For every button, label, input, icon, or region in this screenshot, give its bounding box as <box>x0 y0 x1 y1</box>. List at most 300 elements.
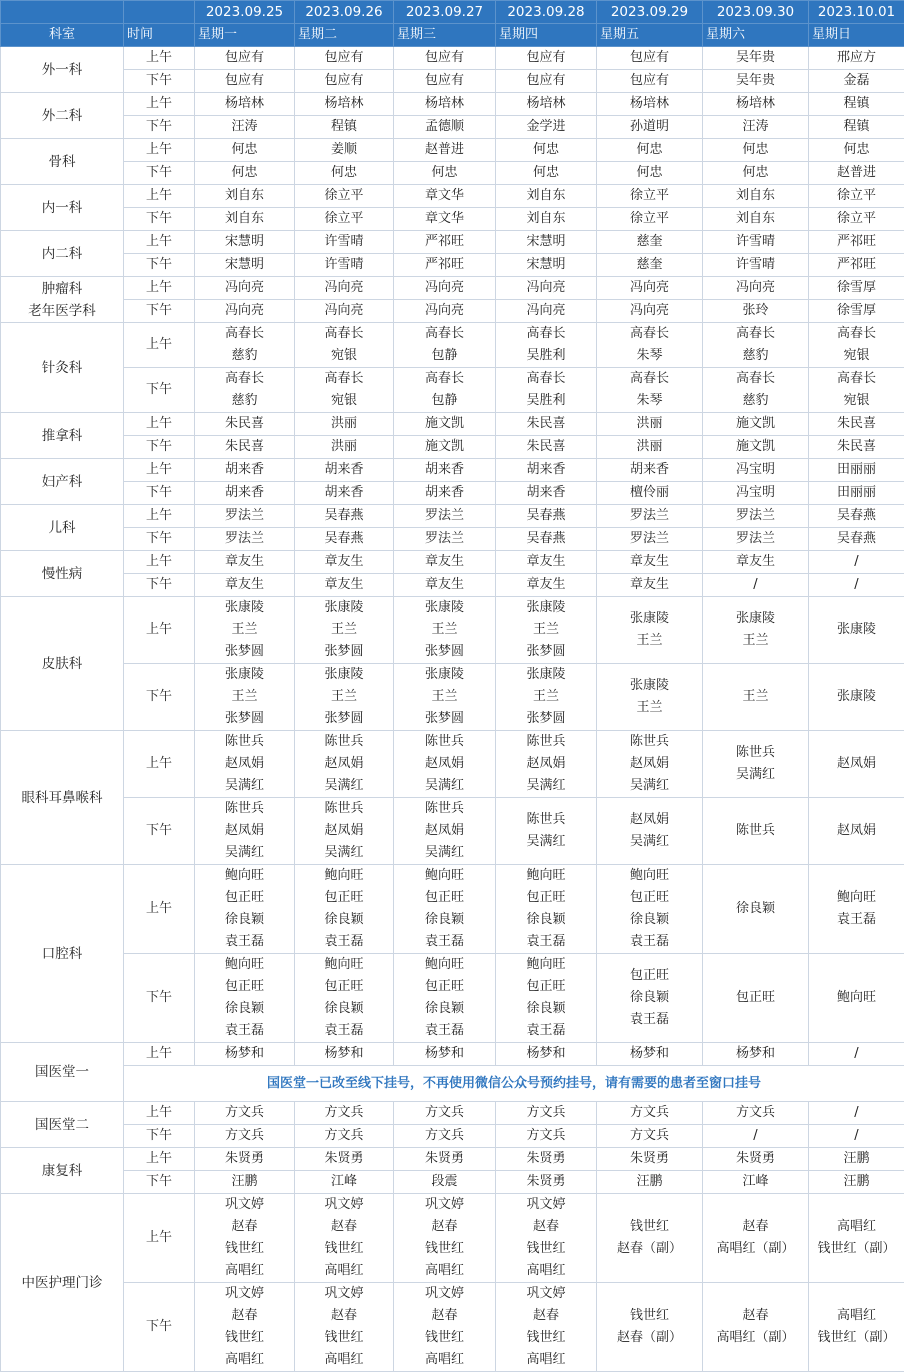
doctor-name: 吴满红 <box>496 831 596 853</box>
schedule-cell <box>295 300 394 323</box>
doctor-name: 赵春 <box>703 1216 808 1238</box>
session-time: 下午 <box>124 1283 195 1372</box>
doctor-name: 钱世红 <box>597 1305 702 1327</box>
schedule-cell <box>597 954 703 1043</box>
doctor-name: 何忠 <box>195 162 294 184</box>
doctor-name: 钱世红（副） <box>809 1238 904 1260</box>
doctor-name: 宛银 <box>809 345 904 367</box>
doctor-name: 杨培林 <box>195 93 294 115</box>
schedule-cell <box>703 413 809 436</box>
doctor-name: 朱琴 <box>597 390 702 412</box>
session-time: 上午 <box>124 1194 195 1283</box>
dept-name-line: 外二科 <box>1 105 123 127</box>
dept-name-line: 内一科 <box>1 197 123 219</box>
schedule-cell <box>496 436 597 459</box>
schedule-cell <box>195 731 295 798</box>
doctor-name: 包应有 <box>597 70 702 92</box>
doctor-name: 章友生 <box>195 574 294 596</box>
date-header: 2023.09.26 <box>295 1 394 24</box>
doctor-name: 吴满红 <box>496 775 596 797</box>
doctor-name: 吴春燕 <box>496 505 596 527</box>
doctor-name: 包应有 <box>597 47 702 69</box>
session-time: 下午 <box>124 664 195 731</box>
schedule-cell <box>703 459 809 482</box>
session-time: 上午 <box>124 277 195 300</box>
doctor-name: 杨梦和 <box>195 1043 294 1065</box>
schedule-cell <box>394 323 496 368</box>
schedule-cell <box>295 162 394 185</box>
doctor-name: 王兰 <box>597 630 702 652</box>
doctor-name: 徐良颖 <box>496 909 596 931</box>
doctor-name: 宛银 <box>295 390 393 412</box>
doctor-name: 施文凯 <box>394 436 495 458</box>
schedule-cell <box>394 865 496 954</box>
schedule-cell <box>597 482 703 505</box>
schedule-cell <box>703 254 809 277</box>
schedule-cell <box>496 254 597 277</box>
doctor-name: 宋慧明 <box>496 231 596 253</box>
doctor-name: 杨梦和 <box>703 1043 808 1065</box>
session-time: 上午 <box>124 731 195 798</box>
doctor-name: 宋慧明 <box>496 254 596 276</box>
schedule-cell <box>195 482 295 505</box>
doctor-name: 慈豹 <box>703 345 808 367</box>
table-row <box>1 459 904 482</box>
schedule-cell <box>195 162 295 185</box>
doctor-name: 宛银 <box>295 345 393 367</box>
doctor-name: 汪涛 <box>195 116 294 138</box>
doctor-name: 何忠 <box>496 139 596 161</box>
doctor-name: 陈世兵 <box>394 798 495 820</box>
schedule-cell <box>809 1125 904 1148</box>
schedule-cell <box>195 277 295 300</box>
dept-name-line: 内二科 <box>1 243 123 265</box>
doctor-name: 陈世兵 <box>496 809 596 831</box>
schedule-cell <box>496 413 597 436</box>
doctor-name: 高唱红 <box>195 1260 294 1282</box>
schedule-cell <box>295 731 394 798</box>
dept-name <box>1 731 124 865</box>
doctor-name: 张康陵 <box>195 597 294 619</box>
schedule-cell <box>809 731 904 798</box>
doctor-name: 钱世红 <box>597 1216 702 1238</box>
doctor-name: 章友生 <box>496 551 596 573</box>
dept-name <box>1 1148 124 1194</box>
schedule-cell <box>496 323 597 368</box>
schedule-cell <box>496 574 597 597</box>
schedule-cell <box>496 731 597 798</box>
session-time: 上午 <box>124 1148 195 1171</box>
schedule-cell <box>597 231 703 254</box>
session-time: 上午 <box>124 597 195 664</box>
doctor-name: 袁王磊 <box>496 931 596 953</box>
notice-text: 国医堂一已改至线下挂号，不再使用微信公众号预约挂号，请有需要的患者至窗口挂号 <box>124 1066 904 1102</box>
doctor-name: 方文兵 <box>703 1102 808 1124</box>
schedule-cell <box>195 574 295 597</box>
doctor-name: 冯向亮 <box>195 300 294 322</box>
schedule-cell <box>496 1171 597 1194</box>
table-row <box>1 162 904 185</box>
schedule-cell <box>394 1125 496 1148</box>
schedule-cell <box>597 1102 703 1125</box>
doctor-name: 赵普进 <box>809 162 904 184</box>
doctor-name: 袁王磊 <box>597 1009 702 1031</box>
doctor-name: 赵凤娟 <box>195 753 294 775</box>
doctor-name: 孟德顺 <box>394 116 495 138</box>
session-time: 下午 <box>124 300 195 323</box>
table-row <box>1 231 904 254</box>
doctor-name: 包应有 <box>394 70 495 92</box>
dept-name-line: 骨科 <box>1 151 123 173</box>
doctor-name: 赵春 <box>496 1216 596 1238</box>
doctor-name: 鲍向旺 <box>295 865 393 887</box>
schedule-cell <box>703 93 809 116</box>
schedule-cell <box>295 254 394 277</box>
doctor-name: 陈世兵 <box>703 742 808 764</box>
doctor-name: 张康陵 <box>394 597 495 619</box>
doctor-name: 胡来香 <box>295 482 393 504</box>
doctor-name: 孙道明 <box>597 116 702 138</box>
schedule-cell <box>295 323 394 368</box>
doctor-name: 章友生 <box>295 551 393 573</box>
doctor-name: 冯向亮 <box>394 300 495 322</box>
schedule-cell <box>394 1194 496 1283</box>
schedule-cell <box>496 368 597 413</box>
doctor-name: 段震 <box>394 1171 495 1193</box>
doctor-name: 张康陵 <box>809 686 904 708</box>
session-time: 上午 <box>124 413 195 436</box>
doctor-name: 朱民喜 <box>809 436 904 458</box>
table-row <box>1 731 904 798</box>
dept-name-line: 针灸科 <box>1 357 123 379</box>
schedule-cell <box>597 436 703 459</box>
schedule-cell <box>703 208 809 231</box>
doctor-name: 方文兵 <box>597 1102 702 1124</box>
schedule-cell <box>394 731 496 798</box>
doctor-name: 杨培林 <box>295 93 393 115</box>
schedule-cell <box>195 1148 295 1171</box>
session-time: 下午 <box>124 1171 195 1194</box>
doctor-name: 方文兵 <box>597 1125 702 1147</box>
schedule-cell <box>394 70 496 93</box>
schedule-cell <box>295 865 394 954</box>
doctor-name: 章文华 <box>394 208 495 230</box>
schedule-cell <box>703 1125 809 1148</box>
schedule-cell <box>295 482 394 505</box>
doctor-name: 钱世红 <box>394 1327 495 1349</box>
doctor-name: 巩文婷 <box>394 1283 495 1305</box>
doctor-name: 徐良颖 <box>295 998 393 1020</box>
doctor-name: 罗法兰 <box>394 528 495 550</box>
schedule-cell <box>597 1125 703 1148</box>
table-row <box>1 551 904 574</box>
session-time: 上午 <box>124 231 195 254</box>
schedule-cell <box>597 47 703 70</box>
schedule-cell <box>295 1194 394 1283</box>
doctor-name: 杨梦和 <box>394 1043 495 1065</box>
schedule-cell <box>496 1194 597 1283</box>
dept-name <box>1 597 124 731</box>
doctor-name: 赵凤娟 <box>394 820 495 842</box>
dept-name <box>1 459 124 505</box>
session-time: 下午 <box>124 574 195 597</box>
schedule-cell <box>597 254 703 277</box>
doctor-name: 陈世兵 <box>295 798 393 820</box>
schedule-cell <box>195 597 295 664</box>
schedule-cell <box>809 277 904 300</box>
doctor-name: 朱民喜 <box>496 413 596 435</box>
doctor-name: 赵春（副） <box>597 1327 702 1349</box>
schedule-cell <box>394 93 496 116</box>
doctor-name: 吴满红 <box>597 775 702 797</box>
session-time: 上午 <box>124 323 195 368</box>
doctor-name: / <box>703 1125 808 1147</box>
schedule-cell <box>703 277 809 300</box>
dept-name <box>1 47 124 93</box>
dept-name-line: 肿瘤科 <box>1 278 123 300</box>
doctor-name: 袁王磊 <box>496 1020 596 1042</box>
schedule-cell <box>809 93 904 116</box>
schedule-cell <box>809 574 904 597</box>
header-blank <box>1 1 124 24</box>
doctor-name: 包正旺 <box>703 987 808 1009</box>
doctor-name: 洪丽 <box>597 436 702 458</box>
dept-name-line: 中医护理门诊 <box>1 1272 123 1294</box>
doctor-name: 许雪晴 <box>703 231 808 253</box>
doctor-name: 高春长 <box>394 368 495 390</box>
doctor-name: 高唱红 <box>496 1349 596 1371</box>
doctor-name: 陈世兵 <box>195 798 294 820</box>
schedule-cell <box>809 208 904 231</box>
table-row <box>1 954 904 1043</box>
doctor-name: 王兰 <box>703 630 808 652</box>
schedule-cell <box>809 254 904 277</box>
schedule-cell <box>295 93 394 116</box>
doctor-name: 王兰 <box>394 619 495 641</box>
schedule-cell <box>195 208 295 231</box>
schedule-cell <box>195 551 295 574</box>
schedule-cell <box>394 597 496 664</box>
schedule-cell <box>394 413 496 436</box>
schedule-cell <box>703 1102 809 1125</box>
schedule-cell <box>703 865 809 954</box>
doctor-name: 杨梦和 <box>597 1043 702 1065</box>
schedule-cell <box>703 1148 809 1171</box>
dept-name-line: 老年医学科 <box>1 300 123 322</box>
schedule-cell <box>496 47 597 70</box>
doctor-name: 朱贤勇 <box>703 1148 808 1170</box>
schedule-cell <box>496 70 597 93</box>
schedule-cell <box>496 162 597 185</box>
doctor-name: 鲍向旺 <box>496 954 596 976</box>
doctor-name: 鲍向旺 <box>809 987 904 1009</box>
doctor-name: 赵春 <box>295 1216 393 1238</box>
dept-column-header: 科室 <box>1 24 124 47</box>
doctor-name: 刘自东 <box>703 185 808 207</box>
doctor-name: 徐立平 <box>295 185 393 207</box>
schedule-cell <box>809 798 904 865</box>
table-row <box>1 1043 904 1066</box>
doctor-name: 王兰 <box>703 686 808 708</box>
dept-name <box>1 865 124 1043</box>
doctor-name: 程镇 <box>809 93 904 115</box>
dept-name <box>1 93 124 139</box>
doctor-name: 冯向亮 <box>703 277 808 299</box>
doctor-name: 陈世兵 <box>394 731 495 753</box>
doctor-name: 高唱红 <box>295 1349 393 1371</box>
doctor-name: 赵凤娟 <box>496 753 596 775</box>
schedule-cell <box>295 1283 394 1372</box>
schedule-cell <box>809 1194 904 1283</box>
doctor-name: 许雪晴 <box>295 231 393 253</box>
schedule-cell <box>394 1102 496 1125</box>
schedule-cell <box>295 597 394 664</box>
schedule-cell <box>195 1194 295 1283</box>
doctor-name: 陈世兵 <box>295 731 393 753</box>
schedule-cell <box>496 1043 597 1066</box>
doctor-name: 陈世兵 <box>703 820 808 842</box>
schedule-cell <box>597 528 703 551</box>
doctor-name: 何忠 <box>809 139 904 161</box>
doctor-name: 吴年贵 <box>703 47 808 69</box>
doctor-name: 汪涛 <box>703 116 808 138</box>
doctor-name: 罗法兰 <box>195 505 294 527</box>
doctor-name: 杨培林 <box>394 93 495 115</box>
schedule-cell <box>394 482 496 505</box>
session-time: 上午 <box>124 865 195 954</box>
schedule-cell <box>809 413 904 436</box>
doctor-name: 胡来香 <box>496 459 596 481</box>
schedule-cell <box>597 551 703 574</box>
schedule-cell <box>394 208 496 231</box>
doctor-name: 袁王磊 <box>195 1020 294 1042</box>
doctor-name: 赵凤娟 <box>295 753 393 775</box>
dept-name-line: 口腔科 <box>1 943 123 965</box>
doctor-name: 汪鹏 <box>597 1171 702 1193</box>
schedule-cell <box>394 116 496 139</box>
schedule-cell <box>597 70 703 93</box>
doctor-name: 方文兵 <box>295 1125 393 1147</box>
doctor-name: 包正旺 <box>295 976 393 998</box>
doctor-name: 朱民喜 <box>195 413 294 435</box>
doctor-name: 吴满红 <box>295 775 393 797</box>
schedule-cell <box>597 1171 703 1194</box>
schedule-cell <box>597 574 703 597</box>
doctor-name: 何忠 <box>703 162 808 184</box>
schedule-cell <box>703 116 809 139</box>
doctor-name: 冯向亮 <box>496 300 596 322</box>
doctor-name: 高春长 <box>195 368 294 390</box>
doctor-name: 刘自东 <box>195 208 294 230</box>
doctor-name: 吴春燕 <box>295 505 393 527</box>
doctor-name: 朱贤勇 <box>496 1171 596 1193</box>
doctor-name: 包正旺 <box>295 887 393 909</box>
schedule-cell <box>597 1148 703 1171</box>
doctor-name: 包正旺 <box>496 887 596 909</box>
schedule-cell <box>809 1283 904 1372</box>
doctor-name: 张康陵 <box>394 664 495 686</box>
schedule-cell <box>809 368 904 413</box>
date-header: 2023.09.29 <box>597 1 703 24</box>
doctor-name: 徐立平 <box>597 208 702 230</box>
schedule-body <box>1 1 904 1372</box>
doctor-name: 冯向亮 <box>597 300 702 322</box>
schedule-cell <box>703 528 809 551</box>
doctor-name: 徐立平 <box>809 185 904 207</box>
doctor-name: 严祁旺 <box>809 254 904 276</box>
doctor-name: 冯向亮 <box>295 277 393 299</box>
doctor-name: 方文兵 <box>195 1125 294 1147</box>
table-row <box>1 254 904 277</box>
doctor-name: / <box>809 1125 904 1147</box>
schedule-cell <box>597 208 703 231</box>
table-row <box>1 277 904 300</box>
doctor-name: 高春长 <box>295 323 393 345</box>
doctor-name: 张玲 <box>703 300 808 322</box>
schedule-cell <box>496 551 597 574</box>
doctor-name: 徐良颖 <box>394 909 495 931</box>
session-time: 下午 <box>124 116 195 139</box>
schedule-cell <box>496 300 597 323</box>
doctor-name: 田丽丽 <box>809 459 904 481</box>
doctor-name: 冯向亮 <box>496 277 596 299</box>
dept-name <box>1 413 124 459</box>
doctor-name: 高春长 <box>295 368 393 390</box>
table-row <box>1 597 904 664</box>
table-row <box>1 300 904 323</box>
doctor-name: 何忠 <box>195 139 294 161</box>
doctor-name: / <box>809 1102 904 1124</box>
schedule-cell <box>195 798 295 865</box>
doctor-name: 慈豹 <box>703 390 808 412</box>
doctor-name: 包静 <box>394 390 495 412</box>
dept-name <box>1 551 124 597</box>
doctor-name: 严祁旺 <box>809 231 904 253</box>
table-row <box>1 1125 904 1148</box>
doctor-name: 方文兵 <box>496 1125 596 1147</box>
doctor-name: 高唱红 <box>809 1216 904 1238</box>
doctor-name: 赵春 <box>394 1305 495 1327</box>
doctor-name: 张康陵 <box>496 597 596 619</box>
doctor-name: 吴胜利 <box>496 345 596 367</box>
schedule-cell <box>295 1043 394 1066</box>
schedule-cell <box>195 70 295 93</box>
weekday-header: 星期二 <box>295 24 394 47</box>
doctor-name: 高春长 <box>496 368 596 390</box>
schedule-cell <box>809 459 904 482</box>
doctor-name: 王兰 <box>295 619 393 641</box>
schedule-cell <box>809 300 904 323</box>
doctor-name: 方文兵 <box>394 1125 495 1147</box>
schedule-cell <box>597 664 703 731</box>
dept-name <box>1 1194 124 1372</box>
doctor-name: 鲍向旺 <box>394 865 495 887</box>
doctor-name: 冯向亮 <box>394 277 495 299</box>
schedule-cell <box>394 528 496 551</box>
schedule-cell <box>295 436 394 459</box>
schedule-cell <box>496 505 597 528</box>
dept-name-line: 国医堂二 <box>1 1114 123 1136</box>
doctor-name: 袁王磊 <box>295 931 393 953</box>
schedule-cell <box>295 505 394 528</box>
dept-name <box>1 139 124 185</box>
session-time: 下午 <box>124 70 195 93</box>
doctor-name: 包正旺 <box>195 976 294 998</box>
table-row <box>1 93 904 116</box>
doctor-name: 张康陵 <box>809 619 904 641</box>
schedule-cell <box>496 93 597 116</box>
schedule-cell <box>809 139 904 162</box>
